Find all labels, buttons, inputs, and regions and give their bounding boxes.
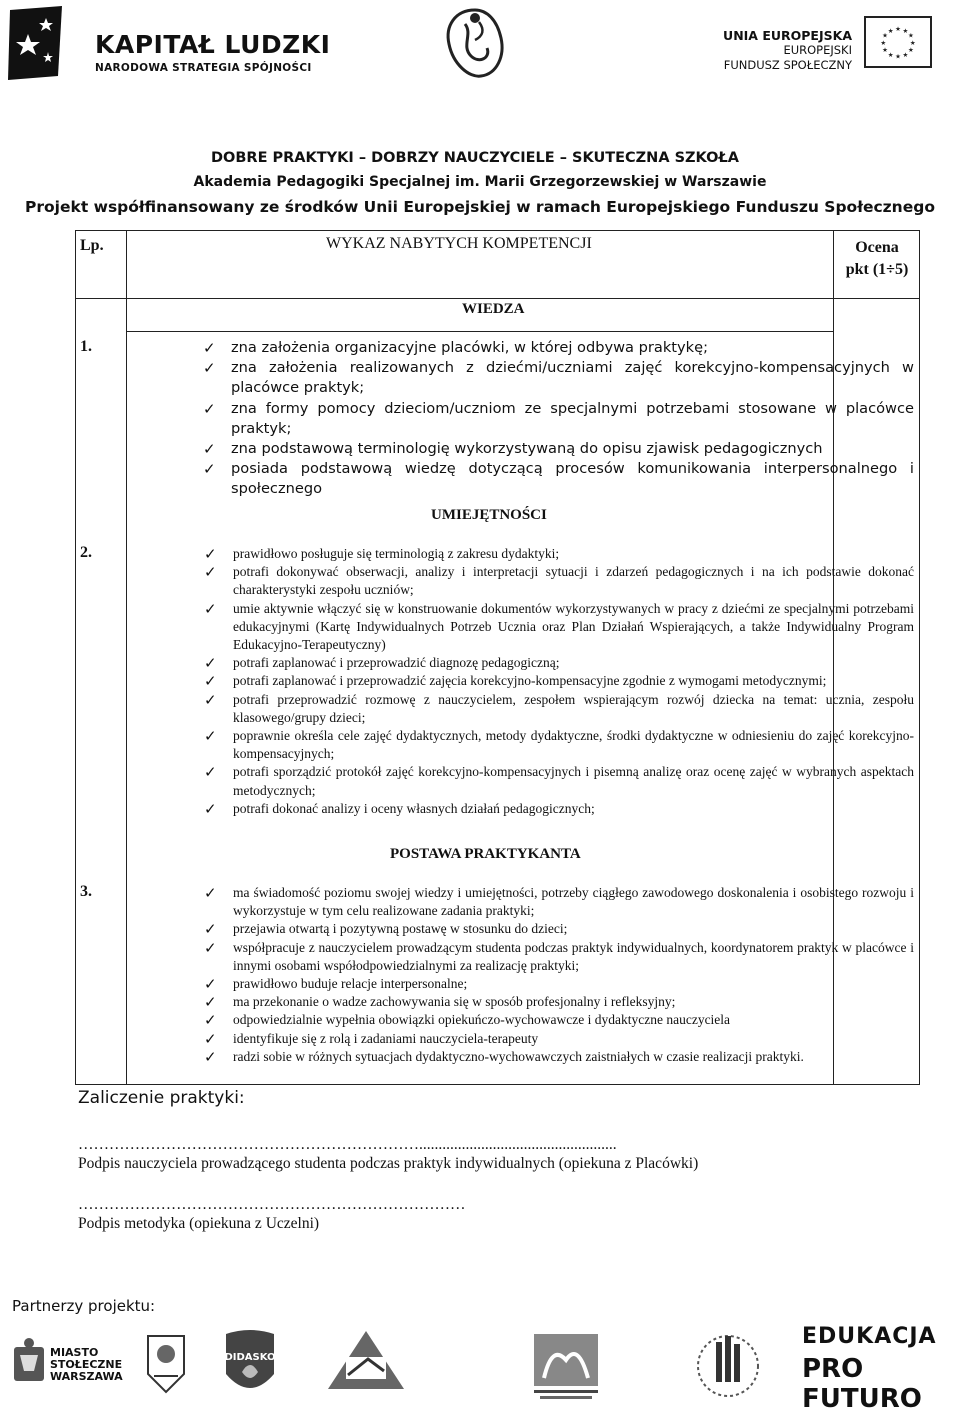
list-item: ✓ przejawia otwartą i pozytywną postawę w stosunku do dzieci; <box>204 920 568 939</box>
pro-futuro-name: PRO FUTURO <box>802 1354 922 1414</box>
checkmark-icon: ✓ <box>204 799 217 818</box>
list-item: ✓ posiada podstawową wiedzę dotyczącą procesów komunikowania interpersonalnego i społecznego <box>203 460 914 498</box>
svg-text:★: ★ <box>902 50 909 59</box>
checkmark-icon: ✓ <box>203 440 216 459</box>
attitude-list <box>204 884 914 1066</box>
svg-text:★: ★ <box>902 26 909 35</box>
list-item: ✓ zna formy pomocy dzieciom/uczniom ze specjalnymi potrzebami stosowane w placówce praktyk; <box>203 399 914 437</box>
section-title-wiedza: WIEDZA <box>462 301 525 317</box>
list-item: ✓ potrafi przeprowadzić rozmowę z nauczycielem, zespołem wspierającym rozwój dziecka na temat: ucznia, zespołu klasowego/grupy dzieci; <box>204 690 914 725</box>
partner-cross-logo <box>318 1327 414 1397</box>
header-score-line-1: Ocena <box>855 239 899 256</box>
didasko-logo <box>222 1328 278 1402</box>
checkmark-icon: ✓ <box>204 1011 217 1030</box>
checkmark-icon: ✓ <box>204 938 217 957</box>
list-item: ✓ prawidłowo posługuje się terminologią z zakresu dydaktyki; <box>204 545 560 563</box>
section-number: 2. <box>80 544 92 561</box>
list-item: ✓ identyfikuje się z rolą i zadaniami nauczyciela-terapeuty <box>204 1029 539 1048</box>
signature-line-1: …………………………………………………………................................................... <box>78 1136 617 1153</box>
warszawa-name: MIASTO STOŁECZNE WARSZAWA <box>50 1346 123 1383</box>
signature-line-2: ………………………………………………………………… <box>78 1196 466 1213</box>
svg-text:★: ★ <box>882 31 888 40</box>
partners-label: Partnerzy projektu: <box>12 1297 156 1315</box>
checkmark-icon: ✓ <box>204 920 217 939</box>
knowledge-list <box>203 338 914 500</box>
edukacja-name: EDUKACJA <box>802 1324 937 1349</box>
svg-text:★: ★ <box>895 24 901 33</box>
list-item: ✓ prawidłowo buduje relacje interpersonalne; <box>204 975 468 994</box>
checkmark-icon: ✓ <box>203 399 216 418</box>
eu-line-3: FUNDUSZ SPOŁECZNY <box>723 58 852 72</box>
checkmark-icon: ✓ <box>203 339 216 357</box>
signature-caption-2: Podpis metodyka (opiekuna z Uczelni) <box>78 1215 320 1232</box>
checkmark-icon: ✓ <box>204 563 217 582</box>
column-divider <box>126 231 127 1084</box>
list-item: ✓ potrafi sporządzić protokół zajęć korekcyjno-kompensacyjnych i pisemną analizę oraz ocenę zajęć w wybranych aspektach metodycznych; <box>204 763 914 798</box>
checkmark-icon: ✓ <box>204 763 217 782</box>
svg-text:★: ★ <box>908 46 914 55</box>
list-item: ✓ potrafi zaplanować i przeprowadzić zajęcia korekcyjno-kompensacyjne zgodnie z wymogami metodycznymi; <box>204 672 827 691</box>
checkmark-icon: ✓ <box>204 672 217 691</box>
svg-text:★: ★ <box>887 26 894 35</box>
row-divider <box>126 331 834 332</box>
svg-text:★: ★ <box>895 52 901 61</box>
svg-text:★: ★ <box>908 31 914 40</box>
school-partner-logo <box>142 1332 190 1396</box>
eu-flag-icon <box>864 16 932 68</box>
competency-table <box>75 230 920 1085</box>
list-item: ✓ ma świadomość poziomu swojej wiedzy i umiejętności, potrzeby ciągłego zawodowego doskonalenia i osobistego rozwoju i wykorzystuje w tym celu realizowane zadania praktyki; <box>204 884 914 919</box>
skills-list <box>204 545 914 818</box>
checkmark-icon: ✓ <box>204 1029 217 1048</box>
svg-text:★: ★ <box>882 46 888 55</box>
list-item: ✓ zna założenia organizacyjne placówki, w której odbywa praktykę; <box>203 339 708 357</box>
list-item: ✓ współpracuje z nauczycielem prowadzącym studenta podczas praktyk indywidualnych, koordynatorem praktyk w placówce i innymi osobami współodpowiedzialnymi za realizację praktyki; <box>204 938 914 973</box>
list-item: ✓ odpowiedzialnie wypełnia obowiązki opiekuńczo-wychowawcze i dydaktyczne nauczyciela <box>204 1011 731 1030</box>
header-score-line-2: pkt (1÷5) <box>845 261 909 278</box>
header-lp: Lp. <box>80 237 104 254</box>
eu-label <box>723 28 852 73</box>
header-score <box>836 237 918 281</box>
section-title-umiejetnosci: UMIEJĘTNOŚCI <box>431 507 547 523</box>
page-header <box>0 0 960 216</box>
svg-text:★: ★ <box>887 50 894 59</box>
eu-line-1: UNIA EUROPEJSKA <box>723 28 852 43</box>
list-item: ✓ poprawnie określa cele zajęć dydaktycznych, metody dydaktyczne, środki dydaktyczne w odniesieniu do zajęć korekcyjno-kompensacyjnych; <box>204 727 914 762</box>
project-institution: Akademia Pedagogiki Specjalnej im. Marii Grzegorzewskiej w Warszawie <box>193 174 767 190</box>
list-item: ✓ potrafi dokonać analizy i oceny własnych działań pedagogicznych; <box>204 799 595 818</box>
row-divider <box>76 298 919 299</box>
list-item: ✓ potrafi dokonywać obserwacji, analizy i interpretacji sytuacji i zdarzeń pedagogicznych i na ich podstawie dokonać charakterystyki zespołu uczniów; <box>204 563 914 598</box>
eu-line-2: EUROPEJSKI <box>783 43 852 57</box>
kapital-ludzki-subtitle: NARODOWA STRATEGIA SPÓJNOŚCI <box>95 62 312 74</box>
project-slogan: DOBRE PRAKTYKI – DOBRZY NAUCZYCIELE – SKUTECZNA SZKOŁA <box>210 150 739 166</box>
checkmark-icon: ✓ <box>204 884 217 902</box>
list-item: ✓ ma przekonanie o wadze zachowywania się w sposób profesjonalny i refleksyjny; <box>204 993 676 1012</box>
kapital-ludzki-logo <box>6 4 66 82</box>
list-item: ✓ potrafi zaplanować i przeprowadzić diagnozę pedagogiczną; <box>204 654 560 673</box>
svg-text:★: ★ <box>880 38 887 47</box>
section-number: 3. <box>80 883 92 900</box>
didasko-name: DIDASKO <box>224 1352 276 1363</box>
checkmark-icon: ✓ <box>204 599 217 618</box>
svg-text:★: ★ <box>909 38 916 47</box>
checkmark-icon: ✓ <box>204 975 217 994</box>
integration-school-logo <box>530 1330 602 1406</box>
list-item: ✓ umie aktywnie włączyć się w konstruowanie dokumentów wykorzystywanych w pracy z dziećmi ze specjalnymi potrzebami edukacyjnymi (Kartę Indywidualnych Potrzeb Ucznia oraz Plan Działań Wspierających, a także Indywidualny Program Edukacyjno-Terapeutyczny) <box>204 599 914 653</box>
list-item: ✓ zna podstawową terminologię wykorzystywaną do opisu zjawisk pedagogicznych <box>203 440 823 459</box>
checkmark-icon: ✓ <box>203 359 216 378</box>
checkmark-icon: ✓ <box>204 654 217 673</box>
checkmark-icon: ✓ <box>203 460 216 479</box>
checkmark-icon: ✓ <box>204 727 217 746</box>
section-title-postawa: POSTAWA PRAKTYKANTA <box>390 846 581 862</box>
section-number: 1. <box>80 338 92 355</box>
partner-people-logo <box>688 1330 768 1404</box>
list-item: ✓ zna założenia realizowanych z dziećmi/uczniami zajęć korekcyjno-kompensacyjnych w placówce praktyk; <box>203 359 914 397</box>
checkmark-icon: ✓ <box>204 993 217 1012</box>
checkmark-icon: ✓ <box>204 1047 217 1066</box>
signature-caption-1: Podpis nauczyciela prowadzącego studenta podczas praktyk indywidualnych (opiekuna z Placówki) <box>78 1155 699 1172</box>
header-competencies: WYKAZ NABYTYCH KOMPETENCJI <box>326 235 592 252</box>
zaliczenie-label: Zaliczenie praktyki: <box>78 1088 245 1108</box>
list-item: ✓ radzi sobie w różnych sytuacjach dydaktyczno-wychowawczych zaistniałych w czasie realizacji praktyki. <box>204 1047 804 1066</box>
checkmark-icon: ✓ <box>204 545 217 563</box>
checkmark-icon: ✓ <box>204 690 217 709</box>
academy-emblem-logo <box>435 4 515 84</box>
kapital-ludzki-title: KAPITAŁ LUDZKI <box>95 30 331 59</box>
project-funding-note: Projekt współfinansowany ze środków Unii Europejskiej w ramach Europejskiego Funduszu Społecznego <box>25 198 935 216</box>
